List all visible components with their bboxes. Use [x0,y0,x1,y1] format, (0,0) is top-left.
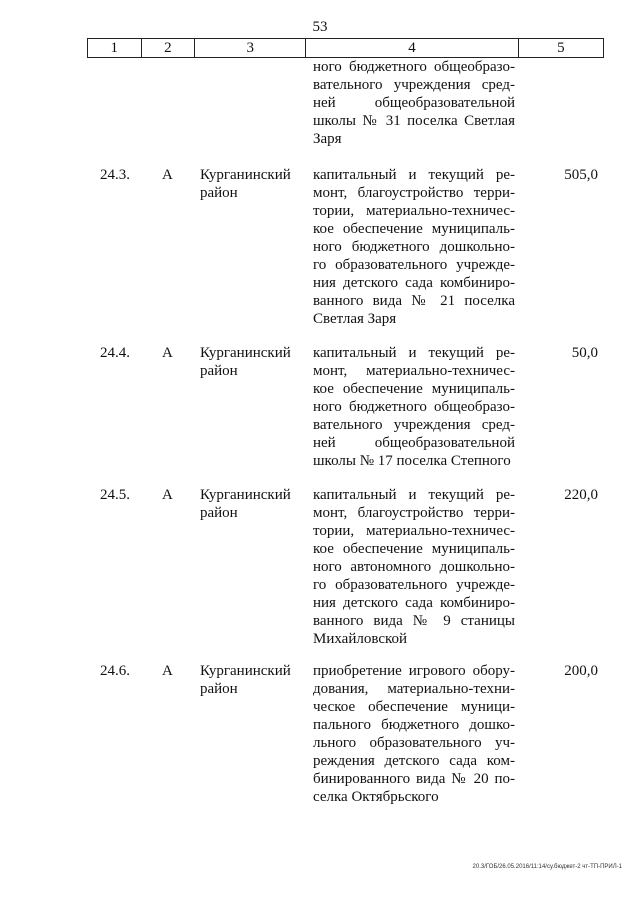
description-line: ванного вида № 21 поселка [313,293,515,309]
row-district [200,662,300,698]
row-amount: 220,0 [564,487,598,503]
description-line: тории, материально-техничес- [313,523,515,539]
header-col-4: 4 [306,39,518,57]
row-description [313,662,515,806]
description-line: льного образовательного уч- [313,735,515,751]
header-col-2: 2 [142,39,196,57]
district-line: Курганинский [200,487,291,503]
footer-code: 20.3/ГОБ/26.05.2016/11:14/су.бюджет-2 чт-ТП-ПРИЛ-1 [472,864,622,870]
table-header [87,38,604,58]
description-line: ней общеобразовательной [313,95,515,111]
row-amount: 200,0 [564,663,598,679]
description-line: капитальный и текущий ре- [313,167,515,183]
row-amount: 50,0 [571,345,598,361]
row-category: А [162,663,173,679]
row-description [313,486,515,648]
description-line: монт, благоустройство терри- [313,505,515,521]
row-district [200,166,300,202]
header-col-1: 1 [88,39,142,57]
description-line: реждения детского сада ком- [313,753,515,769]
description-line: ния детского сада комбиниро- [313,595,515,611]
description-line: Светлая Заря [313,311,397,327]
row-description [313,344,515,470]
description-line: Заря [313,131,342,147]
description-line: ного бюджетного дошкольно- [313,239,515,255]
district-line: Курганинский [200,345,291,361]
row-category: А [162,345,173,361]
description-line: кое обеспечение муниципаль- [313,221,515,237]
row-amount: 505,0 [564,167,598,183]
row-number: 24.5. [100,487,130,503]
district-line: район [200,505,238,521]
description-line: тории, материально-техничес- [313,203,515,219]
row-category: А [162,167,173,183]
description-line: пального бюджетного дошко- [313,717,515,733]
district-line: Курганинский [200,167,291,183]
description-line: капитальный и текущий ре- [313,345,515,361]
description-line: монт, материально-техничес- [313,363,515,379]
description-line: ческое обеспечение муници- [313,699,515,715]
description-line: го образовательного учрежде- [313,257,515,273]
description-line: школы № 17 поселка Степного [313,453,511,469]
description-line: ней общеобразовательной [313,435,515,451]
description-line: ния детского сада комбиниро- [313,275,515,291]
header-col-3: 3 [195,39,306,57]
district-line: район [200,185,238,201]
description-line: вательного учреждения сред- [313,77,515,93]
description-line: ного автономного дошкольно- [313,559,515,575]
description-line: Михайловской [313,631,408,647]
row-category: А [162,487,173,503]
row-number: 24.4. [100,345,130,361]
description-line: приобретение игрового обору- [313,663,515,679]
row-description [313,166,515,328]
row-number: 24.3. [100,167,130,183]
description-line: капитальный и текущий ре- [313,487,515,503]
description-line: дования, материально-техни- [313,681,515,697]
description-line: бинированного вида № 20 по- [313,771,515,787]
description-line: вательного учреждения сред- [313,417,515,433]
description-line: школы № 31 поселка Светлая [313,113,515,129]
page-number: 53 [312,19,328,35]
description-line: ного бюджетного общеобразо- [313,59,515,75]
row-district [200,486,300,522]
continued-description [313,58,515,148]
description-line: селка Октябрьского [313,789,439,805]
description-line: кое обеспечение муниципаль- [313,541,515,557]
row-number: 24.6. [100,663,130,679]
description-line: монт, благоустройство терри- [313,185,515,201]
row-district [200,344,300,380]
district-line: район [200,681,238,697]
header-col-5: 5 [557,40,565,56]
district-line: Курганинский [200,663,291,679]
description-line: ванного вида № 9 станицы [313,613,515,629]
description-line: кое обеспечение муниципаль- [313,381,515,397]
district-line: район [200,363,238,379]
description-line: ного бюджетного общеобразо- [313,399,515,415]
description-line: го образовательного учрежде- [313,577,515,593]
